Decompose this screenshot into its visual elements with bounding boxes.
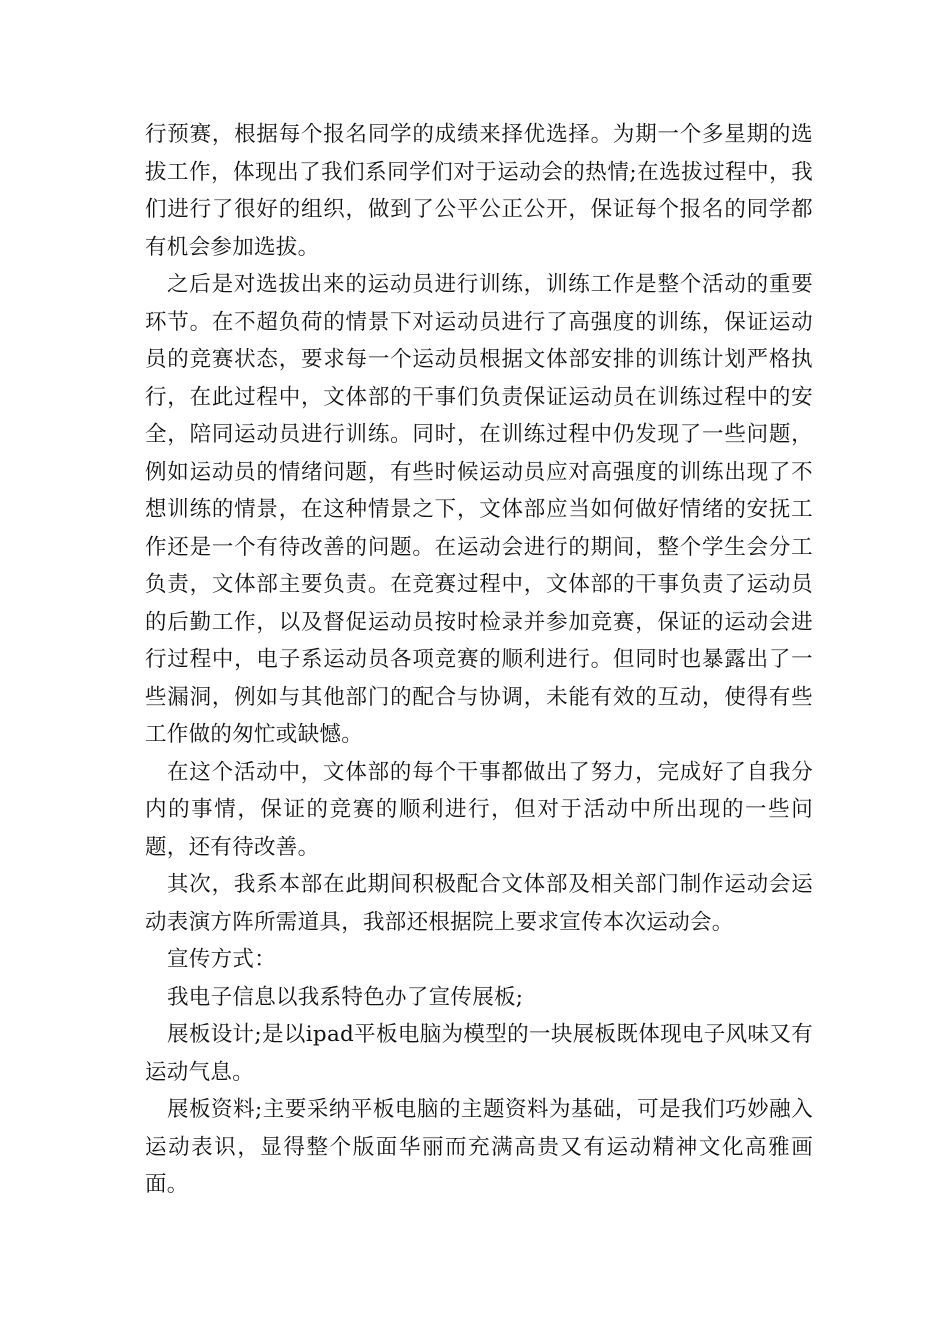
paragraph-3: 在这个活动中，文体部的每个干事都做出了努力，完成好了自我分内的事情，保证的竞赛的顺利进行，但对于活动中所出现的一些问题，还有待改善。 <box>145 759 813 860</box>
paragraph-5: 宣传方式： <box>167 947 277 972</box>
paragraph-7: 展板设计;是以ipad平板电脑为模型的一块展板既体现电子风味又有运动气息。 <box>145 1022 813 1085</box>
paragraph-2: 之后是对选拔出来的运动员进行训练，训练工作是整个活动的重要环节。在不超负荷的情景下对运动员进行了高强度的训练，保证运动员的竞赛状态，要求每一个运动员根据文体部安排的训练计划严格执行，在此过程中，文体部的干事们负责保证运动员在训练过程中的安全，陪同运动员进行训练。同时，在训练过程中仍发现了一些问题，例如运动员的情绪问题，有些时候运动员应对高强度的训练出现了不想训练的情景，在这种情景之下，文体部应当如何做好情绪的安抚工作还是一个有待改善的问题。在运动会进行的期间，整个学生会分工负责，文体部主要负责。在竞赛过程中，文体部的干事负责了运动员的后勤工作，以及督促运动员按时检录并参加竞赛，保证的运动会进行过程中，电子系运动员各项竞赛的顺利进行。但同时也暴露出了一些漏洞，例如与其他部门的配合与协调，未能有效的互动，使得有些工作做的匆忙或缺憾。 <box>145 272 813 747</box>
document-body <box>145 116 813 1204</box>
paragraph-8: 展板资料;主要采纳平板电脑的主题资料为基础，可是我们巧妙融入运动表识，显得整个版面华丽而充满高贵又有运动精神文化高雅画面。 <box>145 1097 813 1197</box>
paragraph-6: 我电子信息以我系特色办了宣传展板; <box>167 984 524 1010</box>
paragraph-4: 其次，我系本部在此期间积极配合文体部及相关部门制作运动会运动表演方阵所需道具，我部还根据院上要求宣传本次运动会。 <box>145 872 813 935</box>
paragraph-1: 行预赛，根据每个报名同学的成绩来择优选择。为期一个多星期的选拔工作，体现出了我们系同学们对于运动会的热情;在选拔过程中，我们进行了很好的组织，做到了公平公正公开，保证每个报名的同学都有机会参加选拔。 <box>145 122 813 260</box>
